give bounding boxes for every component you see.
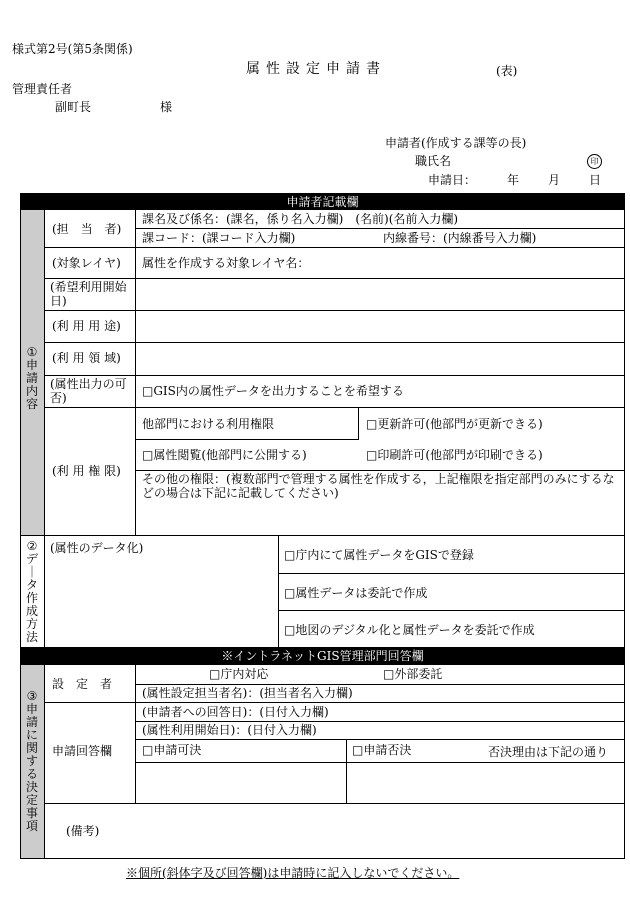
output-label: (属性出力の可否) bbox=[50, 377, 127, 405]
external-checkbox[interactable]: □外部委託 bbox=[383, 667, 443, 681]
rights-view-checkbox[interactable]: □属性閲覧(他部門に公開する) bbox=[142, 448, 307, 462]
start-date-label: (希望利用開始日) bbox=[50, 280, 127, 308]
row-line bbox=[44, 247, 625, 248]
reject-reason: 否決理由は下記の通り bbox=[488, 745, 609, 759]
rights-other: その他の権限：(複数部門で管理する属性を作成する，上記権限を指定部門のみにするなどの場合は下記に記載してください) bbox=[142, 472, 615, 500]
use-start-date: (属性利用開始日)：(日付入力欄) bbox=[142, 723, 317, 737]
frame-left bbox=[20, 193, 21, 859]
setter-person: (属性設定担当者名)：(担当者名入力欄) bbox=[142, 686, 353, 700]
row-line bbox=[44, 375, 625, 376]
row-line bbox=[136, 684, 625, 685]
cell-line bbox=[346, 740, 347, 803]
row-line bbox=[136, 470, 625, 471]
rights-print-checkbox[interactable]: □印刷許可(他部門が印刷できる) bbox=[366, 448, 543, 462]
section3-side-label: ③ 申 請 に 関 す る 決 定 事 項 bbox=[25, 689, 38, 833]
row-line bbox=[136, 439, 358, 440]
setter-label: 設 定 者 bbox=[52, 677, 113, 691]
side-mark: (表) bbox=[496, 64, 518, 78]
row-line bbox=[44, 407, 625, 408]
row-line bbox=[44, 342, 625, 343]
rights-update-checkbox[interactable]: □更新許可(他部門が更新できる) bbox=[366, 417, 543, 431]
row-line bbox=[44, 278, 625, 279]
method-option-outsource[interactable]: □属性データは委託で作成 bbox=[284, 586, 428, 600]
cell-line bbox=[278, 536, 279, 647]
row-line bbox=[279, 573, 625, 574]
label-divider bbox=[135, 210, 136, 535]
layer-label: (対象レイヤ) bbox=[52, 256, 121, 270]
day-label: 日 bbox=[589, 173, 602, 187]
row-line bbox=[44, 310, 625, 311]
reply-date: (申請者への回答日)：(日付入力欄) bbox=[142, 705, 329, 719]
form-number: 様式第2号(第5条関係) bbox=[12, 42, 133, 56]
row-line bbox=[44, 803, 625, 804]
internal-checkbox[interactable]: □庁内対応 bbox=[209, 667, 269, 681]
row-line bbox=[136, 721, 625, 722]
tantou-extension: 内線番号：(内線番号入力欄) bbox=[383, 231, 537, 245]
reply-label: 申請回答欄 bbox=[52, 744, 113, 758]
applicant-band-title: 申請者記載欄 bbox=[286, 195, 359, 209]
footer-note: ※個所(斜体字及び回答欄)は申請時に記入しないでください。 bbox=[126, 866, 460, 880]
page-title: 属性設定申請書 bbox=[246, 61, 386, 77]
tantou-label: (担 当 者) bbox=[52, 222, 122, 236]
tantou-dept-code: 課コード：(課コード入力欄) bbox=[142, 231, 296, 245]
cell-line bbox=[358, 407, 359, 440]
reject-checkbox[interactable]: □申請否決 bbox=[352, 743, 412, 757]
area-label: (利 用 領 域) bbox=[52, 351, 121, 365]
row-line bbox=[279, 610, 625, 611]
row-line bbox=[136, 228, 625, 229]
approve-checkbox[interactable]: □申請可決 bbox=[142, 743, 202, 757]
recipient-suffix: 様 bbox=[160, 100, 173, 114]
applicant-label: 申請者(作成する課等の長) bbox=[385, 136, 527, 150]
purpose-label: (利 用 用 途) bbox=[52, 319, 121, 333]
date-label: 申請日： bbox=[428, 173, 477, 187]
row-line bbox=[136, 762, 625, 763]
frame-bottom bbox=[20, 858, 625, 859]
label-divider-3 bbox=[135, 665, 136, 803]
row-line bbox=[44, 702, 625, 703]
rights-label: (利 用 権 限) bbox=[52, 464, 121, 478]
tantou-line1: 課名及び係名：(課名，係り名入力欄) (名前)(名前入力欄) bbox=[142, 212, 459, 226]
output-checkbox[interactable]: □GIS内の属性データを出力することを希望する bbox=[142, 384, 404, 398]
method-label: (属性のデータ化) bbox=[50, 541, 144, 555]
decision-band-title: ※イントラネットGIS管理部門回答欄 bbox=[221, 649, 424, 663]
official-name-label: 職氏名 bbox=[415, 154, 452, 168]
year-label: 年 bbox=[507, 173, 520, 187]
method-option-digitize[interactable]: □地図のデジタル化と属性データを委託で作成 bbox=[284, 623, 535, 637]
remarks-label: (備考) bbox=[66, 824, 100, 838]
method-option-internal[interactable]: □庁内にて属性データをGISで登録 bbox=[284, 548, 474, 562]
recipient-title: 管理責任者 bbox=[12, 82, 73, 96]
layer-value: 属性を作成する対象レイヤ名： bbox=[142, 256, 310, 270]
rights-other-dept: 他部門における利用権限 bbox=[142, 417, 275, 431]
frame-right bbox=[624, 193, 625, 859]
row-line bbox=[136, 739, 625, 740]
seal-icon: 印 bbox=[587, 154, 602, 169]
section2-side-label: ② デ ｜ タ 作 成 方 法 bbox=[25, 539, 38, 644]
month-label: 月 bbox=[548, 173, 561, 187]
section-line bbox=[20, 535, 625, 536]
section1-side-label: ① 申 請 内 容 bbox=[25, 345, 38, 411]
recipient-name: 副町長 bbox=[55, 100, 92, 114]
